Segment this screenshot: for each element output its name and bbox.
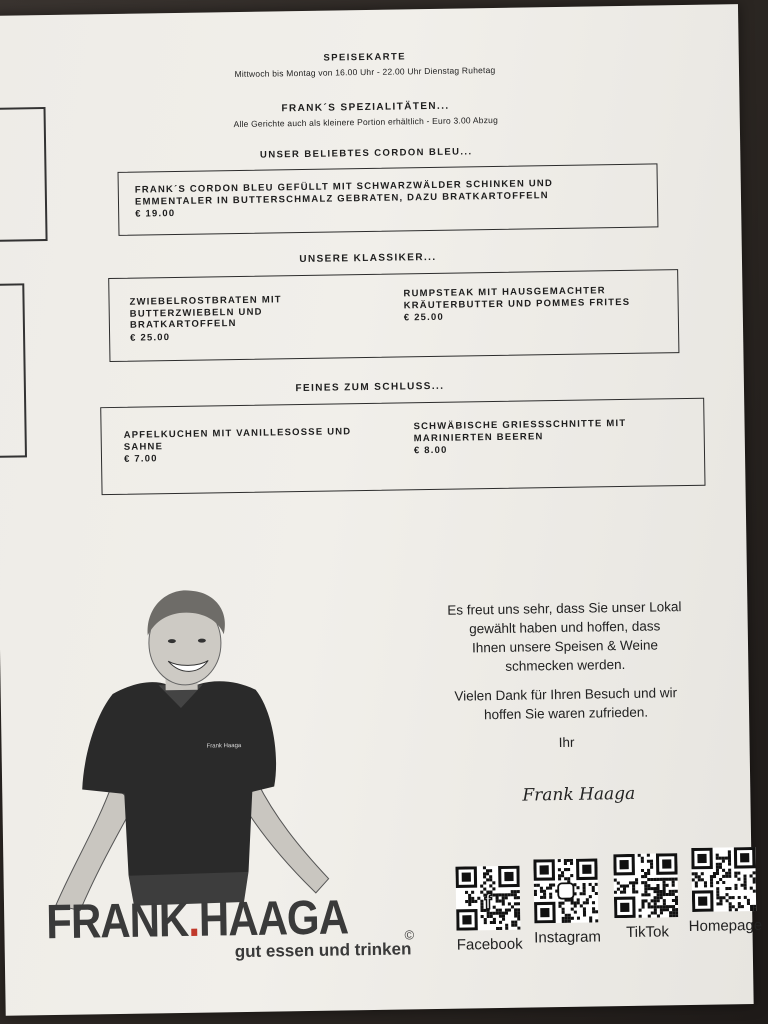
specials-header: FRANK´S SPEZIALITÄTEN...	[281, 100, 450, 115]
thanks-line: Ihr	[558, 734, 575, 751]
cordon-bleu-box	[118, 163, 659, 235]
thanks-line: schmecken werden.	[505, 656, 626, 674]
qr-code-instagram[interactable]	[533, 858, 598, 923]
qr-label-facebook: Facebook	[456, 935, 523, 954]
klassiker-box	[108, 269, 679, 362]
menu-item-name: FRANK´S CORDON BLEU GEFÜLLT MIT SCHWARZWÄLDER SCHINKEN UND EMMENTALER IN BUTTERSCHMALZ GEBRATEN, DAZU BRATKARTOFFELN	[134, 178, 554, 208]
qr-code-tiktok[interactable]	[613, 853, 678, 918]
adjacent-page-box-bottom	[0, 283, 27, 457]
qr-label-homepage: Homepage	[688, 916, 763, 936]
copyright-mark: ©	[404, 927, 415, 943]
brand-slogan: gut essen und trinken	[234, 939, 412, 962]
menu-sheet	[0, 4, 763, 1016]
section-header-klassiker: UNSERE KLASSIKER...	[299, 251, 437, 266]
qr-code-facebook[interactable]	[455, 866, 520, 931]
menu-item-apfelkuchen	[124, 426, 375, 465]
menu-item-name: ZWIEBELROSTBRATEN MIT BUTTERZWIEBELN UND BRATKARTOFFELN	[129, 294, 282, 331]
qr-label-instagram: Instagram	[534, 928, 602, 947]
thanks-line: gewählt haben und hoffen, dass	[469, 618, 661, 637]
section-header-dessert: FEINES ZUM SCHLUSS...	[295, 380, 445, 395]
menu-item-rumpsteak	[403, 284, 664, 324]
dessert-box	[100, 398, 705, 495]
qr-label-tiktok: TikTok	[625, 923, 670, 941]
specials-note: Alle Gerichte auch als kleinere Portion erhältlich - Euro 3.00 Abzug	[233, 114, 499, 130]
thank-you-message	[439, 597, 691, 754]
shirt-logo: Frank Haaga	[206, 743, 242, 750]
brand-name-dot: .	[187, 892, 200, 947]
menu-title: SPEISEKARTE	[323, 51, 407, 64]
thanks-line: Vielen Dank für Ihren Besuch und wir	[454, 685, 678, 704]
section-header-cordon-bleu: UNSER BELIEBTES CORDON BLEU...	[259, 146, 473, 161]
thanks-line: hoffen Sie waren zufrieden.	[483, 704, 649, 723]
menu-item-price: € 25.00	[130, 331, 171, 344]
signature: Frank Haaga	[522, 783, 636, 806]
brand-name-part2: HAAGA	[198, 889, 349, 947]
menu-item-price: € 8.00	[413, 444, 448, 457]
opening-hours: Mittwoch bis Montag von 16.00 Uhr - 22.00 Uhr Dienstag Ruhetag	[234, 64, 496, 80]
menu-item-zwiebelrostbraten	[129, 294, 330, 344]
owner-portrait	[39, 580, 364, 915]
thanks-line: Es freut uns sehr, dass Sie unser Lokal	[447, 599, 682, 618]
menu-item-price: € 25.00	[403, 311, 445, 324]
menu-item-griessschnitte	[413, 417, 674, 457]
svg-text:f: f	[484, 889, 492, 914]
menu-item-price: € 19.00	[135, 207, 176, 220]
menu-item-price: € 7.00	[123, 453, 158, 465]
menu-item-name: RUMPSTEAK MIT HAUSGEMACHTER KRÄUTERBUTTER UND POMMES FRITES	[403, 285, 631, 311]
qr-code-homepage[interactable]	[691, 847, 756, 912]
thanks-line: Ihnen unsere Speisen & Weine	[471, 637, 659, 656]
brand-name-part1: FRANK	[45, 892, 189, 949]
menu-item-cordon-bleu	[135, 177, 605, 220]
menu-item-name: APFELKUCHEN MIT VANILLESOSSE UND SAHNE	[123, 426, 352, 453]
menu-item-name: SCHWÄBISCHE GRIESSSCHNITTE MIT MARINIERTEN BEEREN	[413, 417, 627, 444]
